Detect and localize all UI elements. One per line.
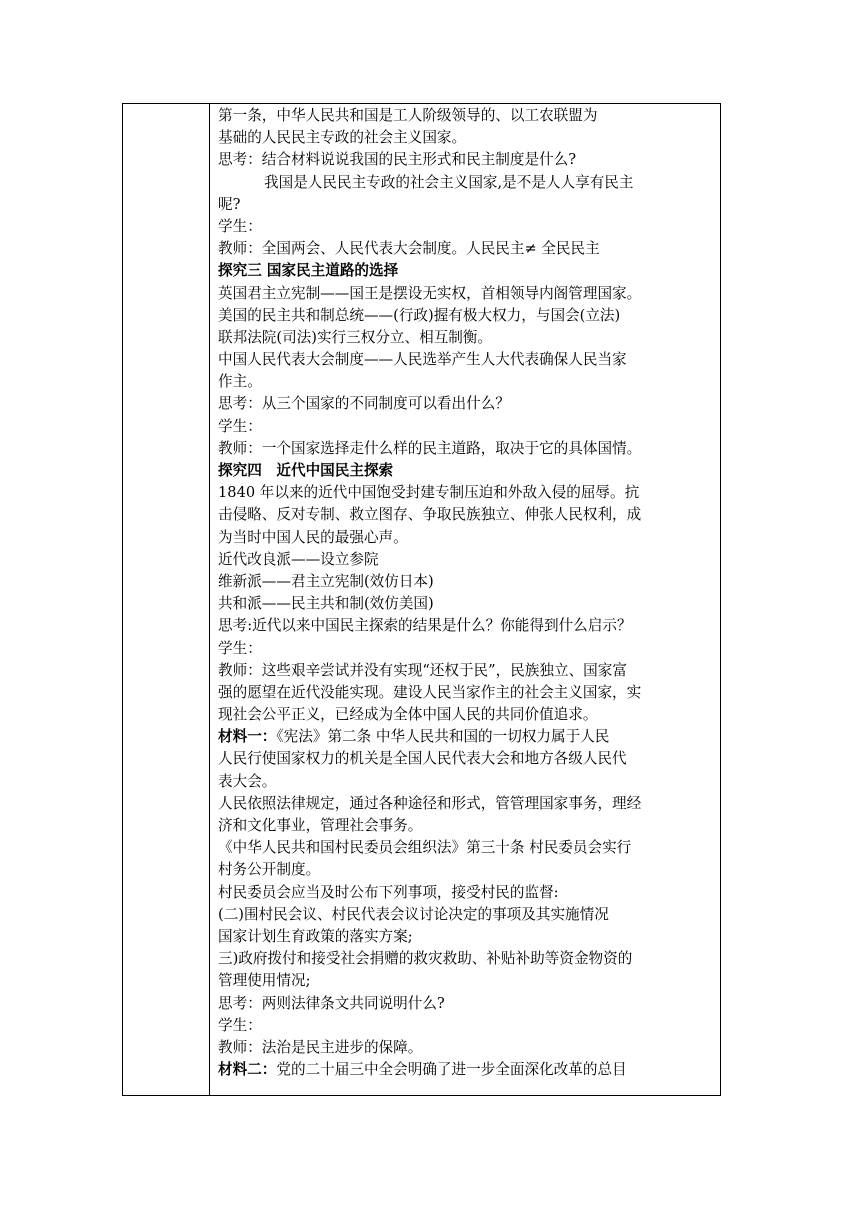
text-line: [218, 371, 718, 393]
material-label: 材料一：: [218, 728, 277, 746]
line-text: 共和派——民主共和制(效仿美国): [218, 595, 434, 613]
text-line: [218, 527, 718, 549]
line-text: 党的二十届三中全会明确了进一步全面深化改革的总目: [276, 1061, 627, 1079]
line-text: 村民委员会应当及时公布下列事项，接受村民的监督:: [218, 883, 559, 901]
line-text: 学生：: [218, 417, 262, 435]
line-text: 教师：这些艰辛尝试并没有实现“还权于民”，民族独立、国家富: [218, 661, 627, 679]
line-text: 思考：两则法律条文共同说明什么?: [218, 994, 445, 1012]
text-line: [218, 149, 718, 171]
line-text: 英国君主立宪制——国王是摆设无实权，首相领导内阁管理国家。: [218, 284, 642, 302]
text-line: [218, 305, 718, 327]
line-text: (二)围村民会议、村民代表会议讨论决定的事项及其实施情况: [218, 905, 609, 923]
line-text: 近代改良派——设立参院: [218, 550, 379, 568]
text-line: [218, 748, 718, 770]
text-line: [218, 1059, 718, 1081]
text-line: [218, 815, 718, 837]
text-line: [218, 172, 718, 194]
line-text: 击侵略、反对专制、救立图存、争取民族独立、伸张人民权利，成: [218, 506, 642, 524]
line-text: 国家计划生育政策的落实方案;: [218, 927, 413, 945]
text-line: [218, 882, 718, 904]
line-text: 强的愿望在近代没能实现。建设人民当家作主的社会主义国家，实: [218, 683, 642, 701]
text-line: [218, 593, 718, 615]
text-line: [218, 793, 718, 815]
line-text: 现社会公平正义，已经成为全体中国人民的共同价值追求。: [218, 706, 598, 724]
line-text: 为当时中国人民的最强心声。: [218, 528, 408, 546]
text-line: [218, 837, 718, 859]
text-line: [218, 349, 718, 371]
text-line: [218, 859, 718, 881]
text-line: [218, 726, 718, 748]
line-text: 第一条，中华人民共和国是工人阶级领导的、以工农联盟为: [218, 107, 598, 124]
line-text: 表大会。: [218, 772, 277, 790]
text-line: [218, 704, 718, 726]
line-text: 人民依照法律规定，通过各种途径和形式，管管理国家事务，理经: [218, 794, 642, 812]
line-text: 教师：法治是民主进步的保障。: [218, 1038, 423, 1056]
left-column-cell: [123, 104, 210, 1095]
text-line: [218, 571, 718, 593]
text-line: [218, 1015, 718, 1037]
line-text: 美国的民主共和制总统——(行政)握有极大权力，与国会(立法): [218, 306, 621, 324]
line-text: 1840 年以来的近代中国饱受封建专制压迫和外敌入侵的屈辱。抗: [218, 484, 640, 502]
line-text: 济和文化事业，管理社会事务。: [218, 817, 423, 834]
line-text: 联邦法院(司法)实行三权分立、相互制衡。: [218, 328, 493, 346]
text-line: [218, 904, 718, 926]
line-text: 思考：结合材料说说我国的民主形式和民主制度是什么?: [218, 151, 577, 169]
line-text: 探究四 近代中国民主探索: [218, 462, 394, 479]
text-line: [218, 660, 718, 682]
line-text: 思考：从三个国家的不同制度可以看出什么？: [218, 395, 510, 413]
text-line: [218, 327, 718, 349]
text-line: [218, 238, 718, 260]
line-text: 《中华人民共和国村民委员会组织法》第三十条 村民委员会实行: [218, 839, 632, 857]
line-text: 教师：全国两会、人民代表大会制度。人民民主≠ 全民民主: [218, 240, 600, 258]
text-line: [218, 926, 718, 948]
text-line: [218, 948, 718, 970]
line-text: 三)政府拨付和接受社会捐赠的救灾救助、补贴补助等资金物资的: [218, 950, 633, 968]
text-line: [218, 615, 718, 637]
line-text: 人民行使国家权力的机关是全国人民代表大会和地方各级人民代: [218, 750, 627, 768]
text-line: [218, 993, 718, 1015]
material-label: 材料二：: [218, 1061, 277, 1079]
text-line: [218, 127, 718, 149]
text-line: [218, 549, 718, 571]
line-text: 基础的人民民主专政的社会主义国家。: [218, 129, 467, 147]
line-text: 作主。: [218, 373, 262, 391]
line-text: 学生：: [218, 1016, 262, 1034]
text-line: [218, 482, 718, 504]
text-line: [218, 1037, 718, 1059]
text-line: [218, 393, 718, 415]
text-line: [218, 283, 718, 305]
text-line: [218, 460, 718, 482]
text-line: [218, 416, 718, 438]
text-line: [218, 682, 718, 704]
text-line: [218, 194, 718, 216]
line-text: 村务公开制度。: [218, 861, 321, 879]
line-text: 呢?: [218, 195, 241, 213]
text-line: [218, 260, 718, 282]
line-text: 中国人民代表大会制度——人民选举产生人大代表确保人民当家: [218, 351, 627, 369]
text-line: [218, 504, 718, 526]
text-line: [218, 438, 718, 460]
line-text: 学生：: [218, 217, 262, 235]
text-line: [218, 105, 718, 127]
line-text: 教师：一个国家选择走什么样的民主道路，取决于它的具体国情。: [218, 439, 642, 457]
line-text: 思考:近代以来中国民主探索的结果是什么？你能得到什么启示？: [218, 617, 632, 635]
line-text: 维新派——君主立宪制(效仿日本): [218, 572, 434, 590]
line-text: 学生：: [218, 639, 262, 657]
lesson-table: [122, 103, 721, 1096]
right-column-cell: [210, 104, 720, 1095]
line-text: 《宪法》第二条 中华人民共和国的一切权力属于人民: [276, 728, 610, 746]
line-text: 探究三 国家民主道路的选择: [218, 262, 399, 280]
line-text: 管理使用情况;: [218, 972, 311, 990]
text-line: [218, 970, 718, 992]
line-text: 我国是人民民主专政的社会主义国家,是不是人人享有民主: [264, 173, 634, 191]
text-line: [218, 638, 718, 660]
text-line: [218, 216, 718, 238]
lesson-content: [218, 105, 718, 1081]
text-line: [218, 771, 718, 793]
